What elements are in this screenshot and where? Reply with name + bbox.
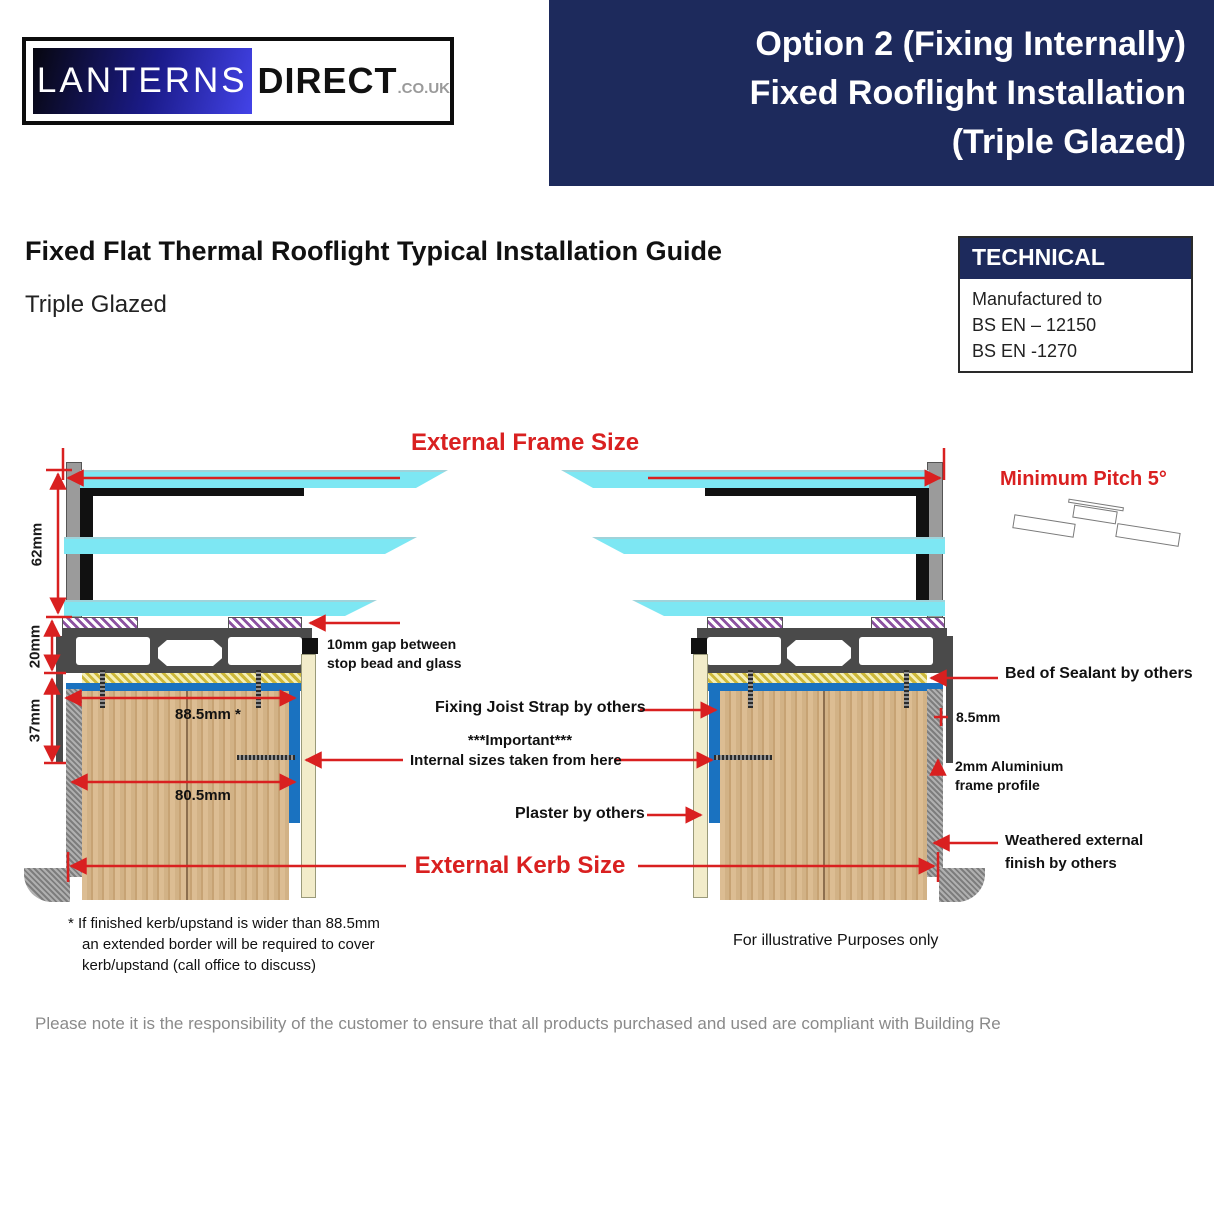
left-glass-pane-bottom [64, 600, 377, 616]
left-joist-strap-vertical [289, 683, 300, 823]
right-sealant-bed [705, 673, 927, 683]
logo-gradient-panel [33, 48, 252, 114]
page-subtitle: Triple Glazed [25, 291, 167, 318]
technical-line-1: Manufactured to [972, 289, 1103, 309]
technical-line-2: BS EN – 12150 [972, 315, 1097, 335]
left-strap-screw [237, 755, 295, 760]
weathered-finish-label-line-1: Weathered external [1005, 832, 1144, 849]
gap-label-line-1: 10mm gap between [327, 636, 457, 652]
internal-sizes-label: Internal sizes taken from here [410, 752, 622, 769]
dim-8-5mm: 8.5mm [956, 709, 1001, 725]
page-title: Fixed Flat Thermal Rooflight Typical Installation Guide [25, 236, 723, 266]
aluminium-profile-label-line-2: frame profile [955, 777, 1040, 793]
left-fixing-screw-1 [100, 670, 105, 708]
pitch-icon-right-bar [1115, 523, 1180, 547]
right-profile-center-section [787, 640, 851, 666]
logo-text-tld: .CO.UK [397, 79, 450, 97]
kerb-footnote [68, 913, 380, 976]
footnote-line-3: kerb/upstand (call office to discuss) [82, 957, 317, 974]
left-fixing-screw-2 [256, 670, 261, 708]
weathered-finish-label-line-2: finish by others [1005, 855, 1117, 872]
pitch-icon-left-bar [1012, 514, 1075, 538]
dim-20mm: 20mm [26, 624, 44, 669]
right-stop-bead [691, 638, 707, 654]
logo-text-direct: DIRECT [257, 60, 398, 101]
right-kerb-joint-line [823, 691, 825, 900]
left-edge-spacer-1 [80, 488, 93, 540]
left-sealant-bed [82, 673, 304, 683]
right-profile-chamber-outer [859, 637, 933, 665]
left-spacer-bar-top [92, 488, 304, 496]
right-weathered-finish-foot [939, 868, 985, 902]
dim-80-5mm: 80.5mm [175, 787, 231, 804]
left-profile-center-section [158, 640, 222, 666]
left-profile-chamber-inner [228, 637, 302, 665]
right-glass-pane-middle [592, 537, 945, 554]
header-line-3: (Triple Glazed) [951, 122, 1186, 161]
right-glass-pane-bottom [632, 600, 945, 616]
left-glass-pane-middle [64, 537, 417, 554]
important-label: ***Important*** [467, 732, 573, 749]
right-edge-spacer-1 [916, 488, 929, 540]
left-plasterboard-strip [301, 654, 316, 898]
right-joist-strap-vertical [709, 683, 720, 823]
header-line-2: Fixed Rooflight Installation [749, 73, 1186, 112]
right-edge-spacer-2 [916, 554, 929, 601]
left-weathered-finish [66, 689, 82, 877]
right-aluminium-skirt [946, 636, 953, 763]
technical-box [958, 236, 1193, 373]
left-edge-spacer-2 [80, 554, 93, 601]
left-aluminium-skirt [56, 636, 63, 763]
right-profile-chamber-inner [707, 637, 781, 665]
technical-heading: TECHNICAL [960, 238, 1191, 279]
plaster-label: Plaster by others [515, 805, 645, 822]
right-glass-pane-top [561, 470, 929, 488]
dim-37mm: 37mm [26, 698, 44, 743]
gap-label-line-2: stop bead and glass [327, 655, 462, 671]
illustrative-note: For illustrative Purposes only [733, 932, 939, 949]
external-frame-size-label: External Frame Size [410, 429, 640, 456]
left-glass-pane-top [80, 470, 448, 488]
fixing-joist-strap-label: Fixing Joist Strap by others [435, 699, 646, 716]
footnote-line-2: an extended border will be required to cover [82, 936, 375, 953]
dim-88-5mm: 88.5mm * [175, 706, 241, 723]
header-line-1: Option 2 (Fixing Internally) [755, 24, 1186, 63]
lanterns-direct-logo [22, 37, 454, 125]
aluminium-profile-label-line-1: 2mm Aluminium [955, 758, 1064, 774]
minimum-pitch-label: Minimum Pitch 5° [1000, 468, 1167, 490]
compliance-note: Please note it is the responsibility of the customer to ensure that all products purchased and used are compliant with Building Re [35, 1014, 1001, 1033]
left-weathered-finish-foot [24, 868, 70, 902]
right-fixing-screw-1 [748, 670, 753, 708]
bed-of-sealant-label: Bed of Sealant by others [1005, 665, 1193, 682]
left-stop-bead [302, 638, 318, 654]
right-spacer-bar-top [705, 488, 917, 496]
right-weathered-finish [927, 689, 943, 877]
right-strap-screw [714, 755, 772, 760]
right-fixing-screw-2 [904, 670, 909, 708]
external-kerb-size-label: External Kerb Size [414, 852, 626, 879]
left-profile-chamber-outer [76, 637, 150, 665]
footnote-line-1: * If finished kerb/upstand is wider than 88.5mm [68, 915, 380, 932]
header-banner [549, 0, 1214, 186]
dim-62mm: 62mm [28, 522, 46, 567]
right-plasterboard-strip [693, 654, 708, 898]
technical-line-3: BS EN -1270 [972, 341, 1078, 361]
logo-text-lanterns: LANTERNS [36, 61, 248, 100]
